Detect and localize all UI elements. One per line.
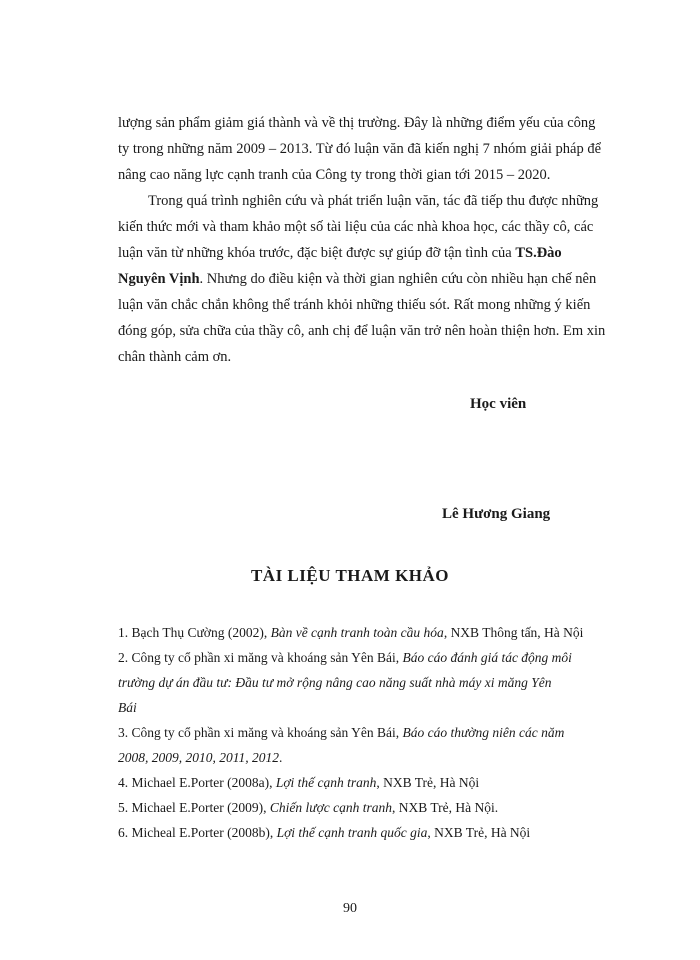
reference-item xyxy=(118,820,634,845)
reference-suffix: , NXB Trẻ, Hà Nội xyxy=(427,825,531,840)
reference-item xyxy=(118,770,634,795)
line-text: . Nhưng do điều kiện và thời gian nghiên cứu còn nhiều hạn chế nên xyxy=(199,271,597,287)
reference-title: Báo cáo thường niên các năm xyxy=(402,725,565,740)
reference-prefix: 3. Công ty cổ phần xi măng và khoáng sản Yên Bái, xyxy=(118,725,403,740)
paragraph-line: ty trong những năm 2009 – 2013. Từ đó luận văn đã kiến nghị 7 nhóm giải pháp để xyxy=(118,141,602,157)
reference-suffix: , NXB Thông tấn, Hà Nội xyxy=(443,625,584,640)
page-number: 90 xyxy=(343,901,357,916)
reference-title: trường dự án đầu tư: Đầu tư mở rộng nâng cao năng suất nhà máy xi măng Yên xyxy=(118,675,552,690)
reference-prefix: 5. Michael E.Porter (2009), xyxy=(118,800,270,815)
reference-title: Lợi thế cạnh tranh quốc gia xyxy=(276,825,428,840)
advisor-name-part1: TS.Đào xyxy=(515,245,562,261)
reference-item xyxy=(118,645,634,720)
paragraph-line xyxy=(118,240,634,266)
reference-title: Chiến lược cạnh tranh xyxy=(269,800,393,815)
paragraph-line: lượng sản phẩm giảm giá thành và về thị trường. Đây là những điểm yếu của công xyxy=(118,115,596,131)
paragraph-line: kiến thức mới và tham khảo một số tài liệu của các nhà khoa học, các thầy cô, các xyxy=(118,219,594,235)
paragraph-line: chân thành cảm ơn. xyxy=(118,349,232,365)
paragraph-line: đóng góp, sửa chữa của thầy cô, anh chị để luận văn trở nên hoàn thiện hơn. Em xin xyxy=(118,323,606,339)
paragraph-line xyxy=(118,266,634,292)
reference-title: Bàn về cạnh tranh toàn cầu hóa xyxy=(270,625,444,640)
reference-title: Báo cáo đánh giá tác động môi xyxy=(402,650,572,665)
reference-prefix: 1. Bạch Thụ Cường (2002), xyxy=(118,625,271,640)
reference-item xyxy=(118,720,634,770)
line-text: luận văn từ những khóa trước, đặc biệt được sự giúp đỡ tận tình của xyxy=(118,245,516,261)
reference-item xyxy=(118,795,634,820)
references-heading: TÀI LIỆU THAM KHẢO xyxy=(250,566,450,585)
reference-item xyxy=(118,620,634,645)
reference-prefix: 2. Công ty cổ phần xi măng và khoáng sản Yên Bái, xyxy=(118,650,403,665)
reference-suffix: , NXB Trẻ, Hà Nội. xyxy=(392,800,499,815)
closing-paragraph xyxy=(118,110,634,188)
reference-title: 2008, 2009, 2010, 2011, 2012 xyxy=(118,750,279,765)
signature-role: Học viên xyxy=(470,396,527,412)
paragraph-line: luận văn chắc chắn không thể tránh khỏi những thiếu sót. Rất mong những ý kiến xyxy=(118,297,591,313)
advisor-name-part2: Nguyên Vịnh xyxy=(118,271,200,287)
reference-suffix: . xyxy=(279,750,283,765)
paragraph-line: Trong quá trình nghiên cứu và phát triển luận văn, tác đã tiếp thu được những xyxy=(148,193,599,209)
reference-prefix: 6. Micheal E.Porter (2008b), xyxy=(118,825,277,840)
paragraph-line: nâng cao năng lực cạnh tranh của Công ty trong thời gian tới 2015 – 2020. xyxy=(118,167,551,183)
signature-name: Lê Hương Giang xyxy=(442,506,551,522)
reference-title: Lợi thế cạnh tranh xyxy=(275,775,377,790)
reference-suffix: , NXB Trẻ, Hà Nội xyxy=(376,775,480,790)
reference-prefix: 4. Michael E.Porter (2008a), xyxy=(118,775,276,790)
acknowledgement-paragraph xyxy=(118,188,634,370)
references-list xyxy=(118,620,634,845)
reference-title: Bái xyxy=(118,700,137,715)
